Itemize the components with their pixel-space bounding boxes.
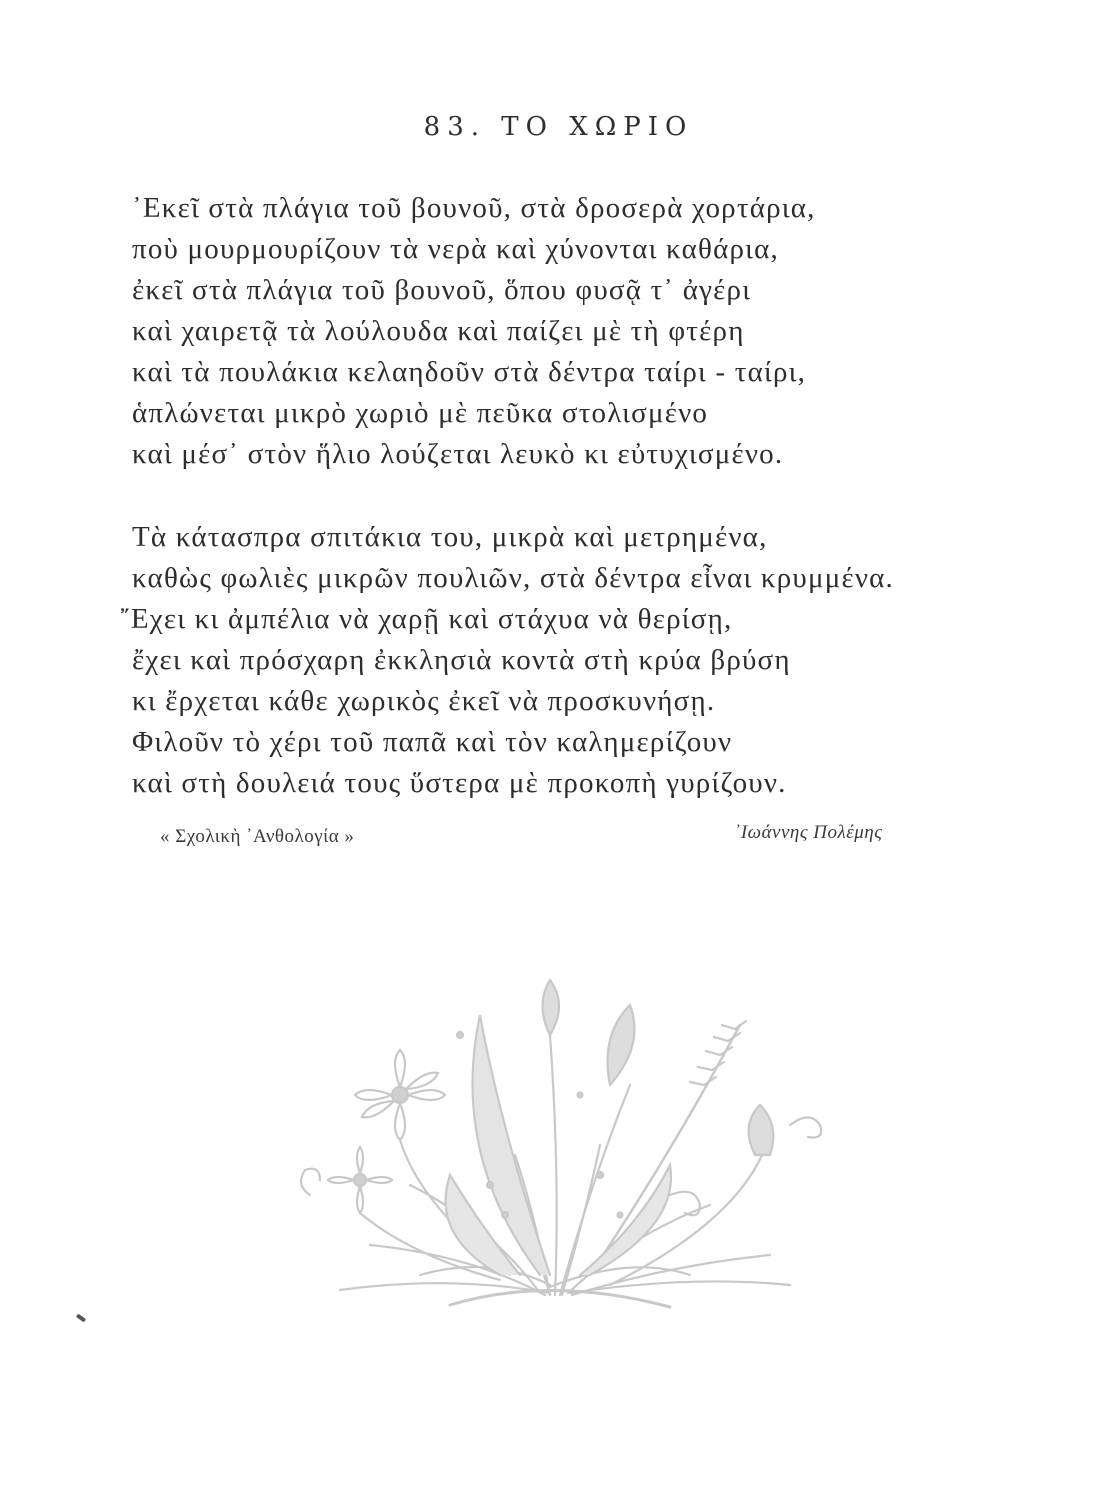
poem-line: Τὰ κάτασπρα σπιτάκια του, μικρὰ καὶ μετρημένα, <box>132 521 768 553</box>
poem-line: ποὺ μουρμουρίζουν τὰ νερὰ καὶ χύνονται καθάρια, <box>132 233 779 265</box>
stanza-2 <box>120 517 894 804</box>
poem-line: ἔχει καὶ πρόσχαρη ἐκκλησιὰ κοντὰ στὴ κρύα βρύση <box>132 644 791 676</box>
poem-line: Φιλοῦν τὸ χέρι τοῦ παπᾶ καὶ τὸν καλημερίζουν <box>132 726 733 758</box>
poem-line: κι ἔρχεται κάθε χωρικὸς ἐκεῖ νὰ προσκυνήσῃ. <box>132 685 716 717</box>
poem-line: ῎Εχει κι ἀμπέλια νὰ χαρῇ καὶ στάχυα νὰ θερίσῃ, <box>120 603 733 635</box>
poem-line: ἐκεῖ στὰ πλάγια τοῦ βουνοῦ, ὅπου φυσᾷ τ᾿ ἀγέρι <box>132 274 752 306</box>
flowers-illustration <box>250 975 850 1315</box>
source-citation: « Σχολικὴ ᾿Ανθολογία » <box>160 826 355 847</box>
poem-line: καὶ χαιρετᾷ τὰ λούλουδα καὶ παίζει μὲ τὴ φτέρη <box>132 315 745 347</box>
poem-line: καὶ μέσ᾿ στὸν ἥλιο λούζεται λευκὸ κι εὐτυχισμένο. <box>132 438 784 470</box>
poem-title: 83. ΤΟ ΧΩΡΙΟ <box>423 112 694 142</box>
poem-line: καὶ στὴ δουλειά τους ὕστερα μὲ προκοπὴ γυρίζουν. <box>132 767 787 799</box>
poem-line: ἁπλώνεται μικρὸ χωριὸ μὲ πεῦκα στολισμένο <box>132 397 709 429</box>
poem-line: καὶ τὰ πουλάκια κελαηδοῦν στὰ δέντρα ταίρι - ταίρι, <box>132 356 807 388</box>
stanza-1 <box>132 188 816 475</box>
author-name: ᾿Ιωάννης Πολέμης <box>734 822 883 843</box>
poem-line: καθὼς φωλιὲς μικρῶν πουλιῶν, στὰ δέντρα εἶναι κρυμμένα. <box>132 562 894 594</box>
poem-line: ᾿Εκεῖ στὰ πλάγια τοῦ βουνοῦ, στὰ δροσερὰ χορτάρια, <box>132 192 816 224</box>
ink-speck <box>76 1313 86 1322</box>
